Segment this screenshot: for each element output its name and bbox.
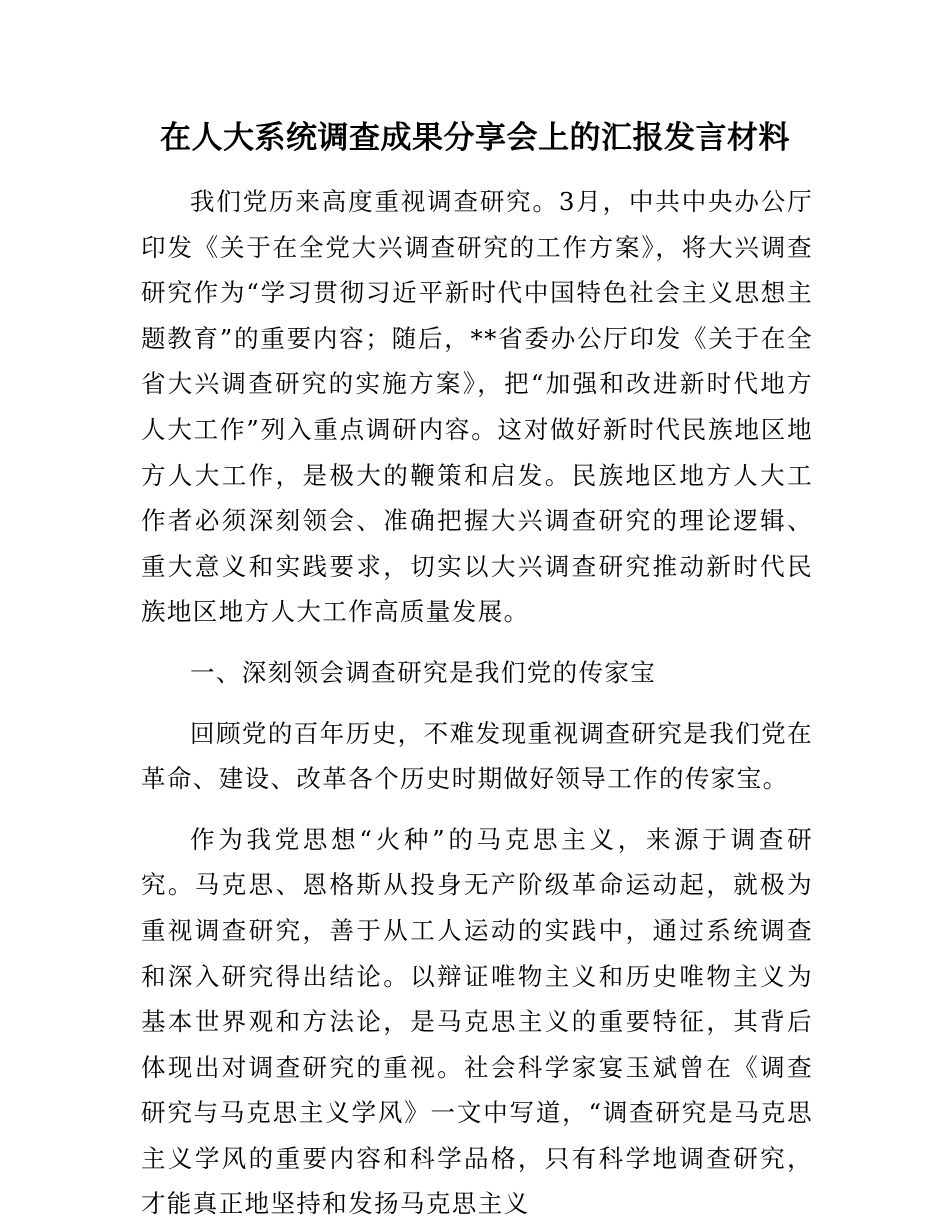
document-body [141,143,813,1227]
section-heading-1: 一、深刻领会调查研究是我们党的传家宝 [190,657,657,687]
document-title: 在人大系统调查成果分享会上的汇报发言材料 [160,120,790,156]
body-paragraph-1: 回顾党的百年历史，不难发现重视调查研究是我们党在革命、建设、改革各个历史时期做好领导工作的传家宝。 [141,718,813,794]
body-paragraph-2: 作为我党思想“火种”的马克思主义，来源于调查研究。马克思、恩格斯从投身无产阶级革命运动起，就极为重视调查研究，善于从工人运动的实践中，通过系统调查和深入研究得出结论。以辩证唯物主义和历史唯物主义为基本世界观和方法论，是马克思主义的重要特征，其背后体现出对调查研究的重视。社会科学家宴玉斌曾在《调查研究与马克思主义学风》一文中写道，“调查研究是马克思主义学风的重要内容和科学品格，只有科学地调查研究，才能真正地坚持和发扬马克思主义 [141,824,813,1219]
intro-paragraph: 我们党历来高度重视调查研究。3月，中共中央办公厅印发《关于在全党大兴调查研究的工作方案》，将大兴调查研究作为“学习贯彻习近平新时代中国特色社会主义思想主题教育”的重要内容；随后，**省委办公厅印发《关于在全省大兴调查研究的实施方案》，把“加强和改进新时代地方人大工作”列入重点调研内容。这对做好新时代民族地区地方人大工作，是极大的鞭策和启发。民族地区地方人大工作者必须深刻领会、准确把握大兴调查研究的理论逻辑、重大意义和实践要求，切实以大兴调查研究推动新时代民族地区地方人大工作高质量发展。 [141,187,813,627]
